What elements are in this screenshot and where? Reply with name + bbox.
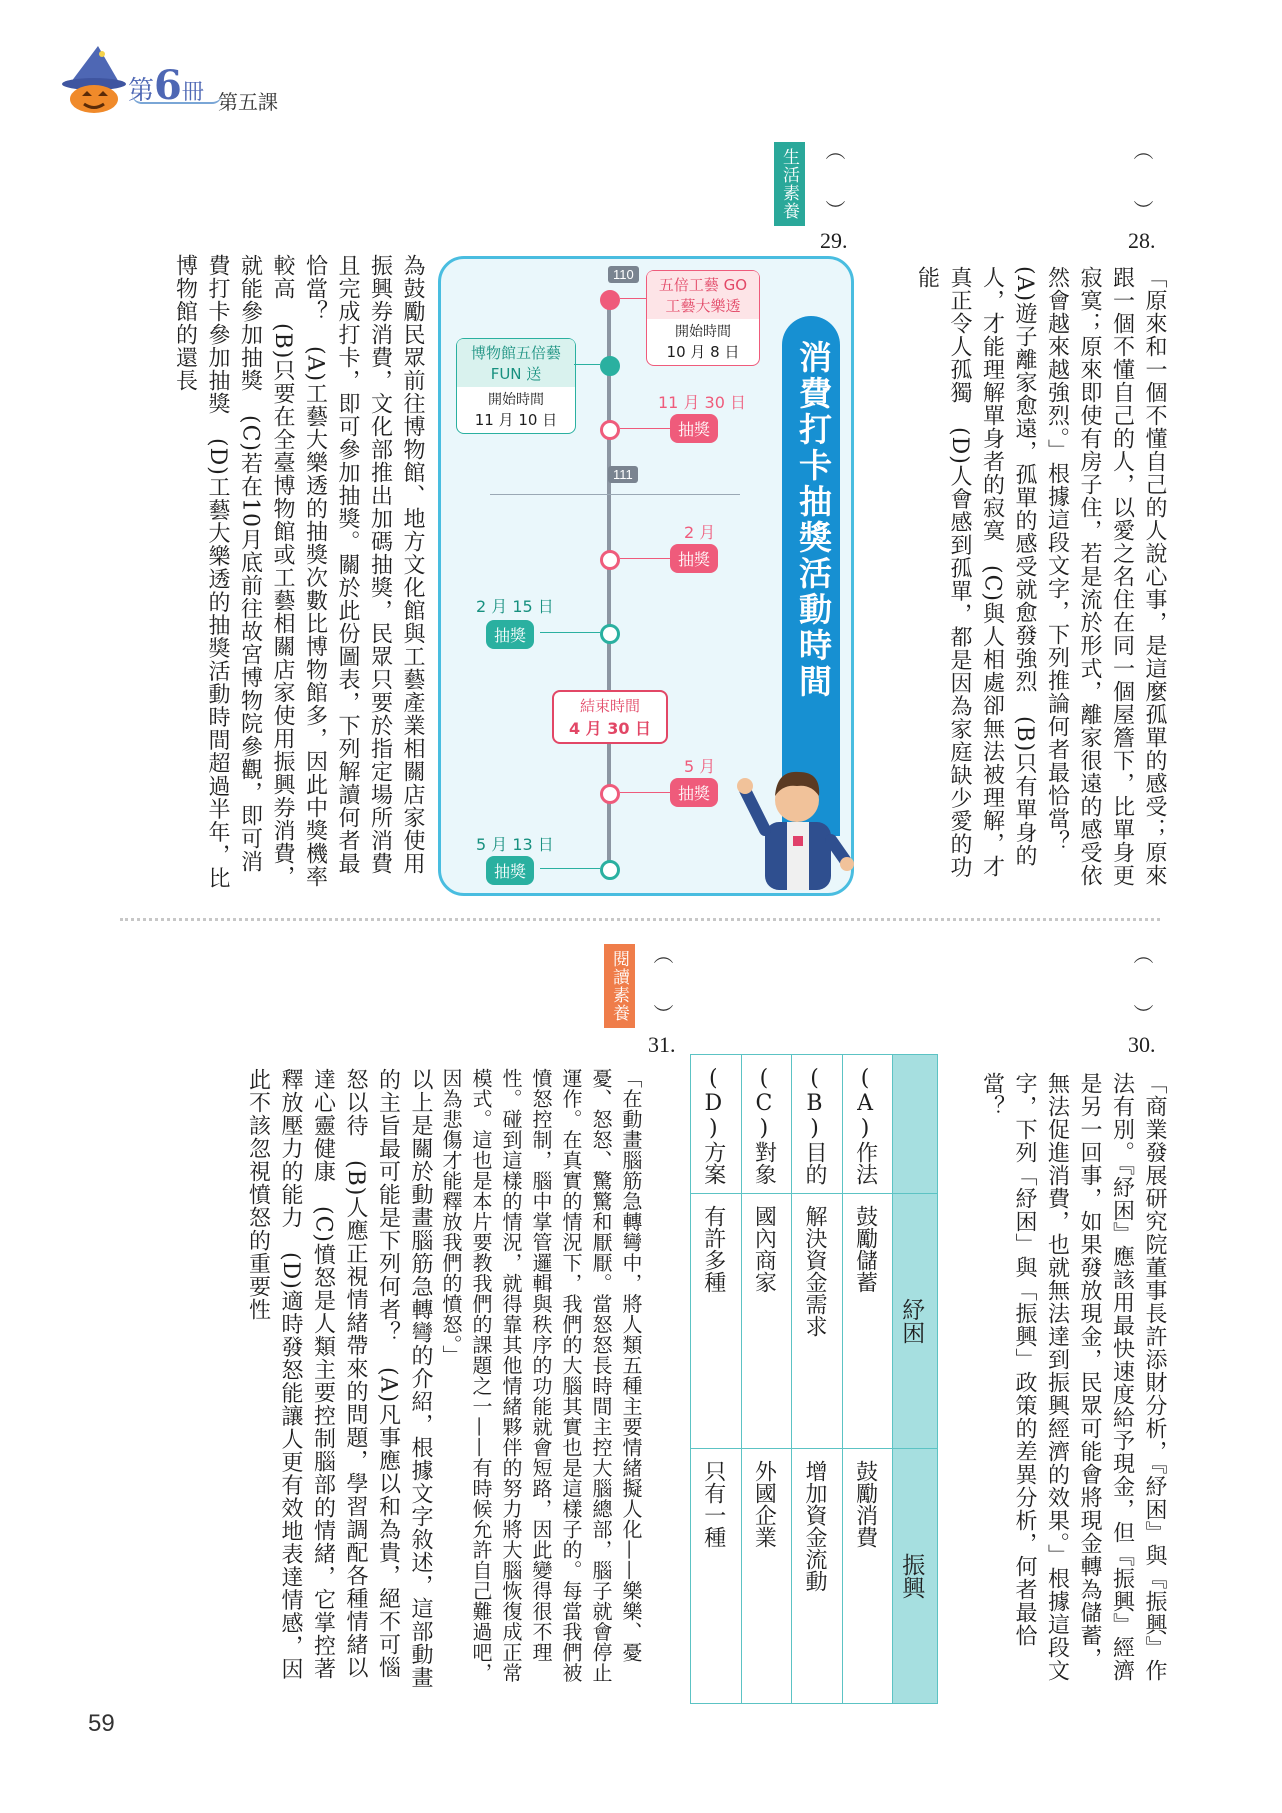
craft-draw-connector-1 (620, 428, 670, 429)
section-divider (120, 918, 1160, 921)
man-waving-illustration (735, 760, 855, 890)
end-time-date: 4 月 30 日 (568, 719, 652, 738)
q28-text: 「原來和一個不懂自己的人說心事，是這麼孤單的感受；原來跟一個不懂自己的人，以愛之名住在同一個屋簷下，比單身更寂寞；原來即使有房子住，若是流於形式，離家很遠的感受依然會越來越強烈。」根據這段文字，下列推論何者最恰當？ (A)遊子離家愈遠，孤單的感受就愈發強烈 (B)只有單身的人，才能理解單身者的寂寞 (C)與人相處卻無法被理解，才真正令人孤獨 (D)人會感到孤單，都是因為家庭缺少愛的功能 (914, 266, 1167, 887)
craft-start-label: 開始時間 (675, 324, 731, 340)
pumpkin-witch-icon (58, 44, 133, 114)
end-time-card (552, 690, 668, 744)
museum-start-node (600, 356, 620, 376)
craft-start-date: 10 月 8 日 (666, 343, 740, 361)
volume-number: 6 (154, 62, 182, 109)
museum-draw-connector-2 (540, 868, 600, 869)
q30-row-c-label: (C)對象 (751, 1066, 777, 1185)
craft-draw-badge-2: 抽獎 (670, 544, 718, 573)
volume-suffix: 冊 (181, 80, 204, 105)
q30-row-a-label: (A)作法 (852, 1066, 878, 1185)
craft-lottery-card (646, 270, 760, 366)
q30-c-b: 外國企業 (751, 1460, 777, 1548)
q30-b-b: 增加資金流動 (801, 1460, 827, 1592)
timeline-title: 消費打卡抽獎活動時間 (794, 340, 833, 700)
museum-draw-badge-1: 抽獎 (486, 620, 534, 649)
craft-draw-date-1: 11 月 30 日 (658, 393, 746, 412)
q30-col-header-stimulus: 振興 (898, 1553, 925, 1599)
q31-quote: 「在動畫腦筋急轉彎中，將人類五種主要情緒擬人化——樂樂、憂憂、怒怒、驚驚和厭厭。當怒怒長時間主控大腦總部，腦子就會停止運作。在真實的情況下，我們的大腦其實也是這樣子的。每當我們被憤怒控制，腦中掌管邏輯與秩序的功能就會短路，因此變得很不理性。碰到這樣的情況，就得靠其他情緒夥伴的努力將大腦恢復成正常模式。這也是本片要教我們的課題之一——有時候允許自己難過吧，因為悲傷才能釋放我們的憤怒。」 (439, 1068, 643, 1683)
q31-number: 31. (648, 1032, 676, 1057)
museum-draw-date-2: 5 月 13 日 (476, 835, 554, 854)
craft-draw-connector-3 (620, 792, 670, 793)
craft-draw-connector-2 (620, 558, 670, 559)
q31-tag: 閱讀素養 (604, 944, 635, 1028)
q30-row-a (842, 1055, 893, 1194)
museum-draw-connector-1 (540, 632, 600, 633)
year-divider (490, 494, 740, 495)
q29-tag: 生活素養 (774, 142, 805, 226)
craft-draw-badge-1: 抽獎 (670, 414, 718, 443)
q28-answer-paren: （ ） (1130, 140, 1154, 220)
q28-number: 28. (1128, 228, 1156, 253)
page-number: 59 (88, 1710, 115, 1737)
q30-row-c (741, 1055, 792, 1194)
museum-draw-date-1: 2 月 15 日 (476, 597, 554, 616)
museum-start-date: 11 月 10 日 (474, 411, 558, 429)
craft-lottery-name: 五倍工藝 GO 工藝大樂透 (647, 271, 759, 319)
q30-row-d-label: (D)方案 (700, 1066, 726, 1185)
q30-answer-paren: （ ） (1130, 944, 1154, 1024)
q30-a-b: 鼓勵消費 (852, 1460, 878, 1548)
craft-draw-date-2: 2 月 (684, 523, 716, 542)
q29-number: 29. (820, 228, 848, 253)
q30-comparison-table (690, 1054, 938, 1704)
craft-start-connector (620, 298, 646, 299)
craft-draw-node-1 (600, 420, 620, 440)
q30-a-a: 鼓勵儲蓄 (852, 1205, 878, 1293)
q30-header-corner (893, 1055, 938, 1194)
q30-b-a: 解決資金需求 (801, 1205, 827, 1337)
year-110-badge: 110 (608, 266, 639, 283)
q30-row-d (691, 1055, 742, 1194)
craft-draw-node-2 (600, 550, 620, 570)
volume-prefix: 第 (128, 76, 155, 106)
museum-start-connector (574, 364, 600, 365)
q31-stem: 以上是關於動畫腦筋急轉彎的介紹，根據文字敘述，這部動畫的主旨最可能是下列何者？ (A)凡事應以和為貴，絕不可惱怒以待 (B)人應正視情緒帶來的問題，學習調配各種情緒以達心靈健康 (C)憤怒是人類主要控制腦部的情緒，它掌控著釋放壓力的能力 (D)適時發怒能讓人更有效地表達情感，因此不該忽視憤怒的重要性 (245, 1068, 433, 1689)
q30-col-header-relief: 紓困 (898, 1298, 925, 1344)
museum-lottery-card (456, 338, 576, 434)
q31-answer-paren: （ ） (650, 944, 674, 1024)
lesson-title: 第五課 (218, 90, 278, 114)
q29-answer-paren: （ ） (822, 140, 846, 220)
museum-lottery-name: 博物館五倍藝 FUN 送 (457, 339, 575, 387)
craft-start-node (600, 290, 620, 310)
q31-body (140, 1068, 646, 1698)
header-logo (58, 44, 133, 114)
craft-draw-badge-3: 抽獎 (670, 778, 718, 807)
craft-draw-node-3 (600, 784, 620, 804)
q30-c-a: 國內商家 (751, 1205, 777, 1293)
museum-draw-badge-2: 抽獎 (486, 856, 534, 885)
museum-draw-node-2 (600, 860, 620, 880)
end-time-label: 結束時間 (579, 697, 640, 715)
q30-row-b (792, 1055, 843, 1194)
header-swoosh (132, 94, 222, 104)
museum-start-label: 開始時間 (488, 392, 544, 408)
q30-d-a: 有許多種 (700, 1205, 726, 1293)
craft-draw-date-3: 5 月 (684, 757, 716, 776)
q29-text: 為鼓勵民眾前往博物館、地方文化館與工藝產業相關店家使用振興券消費，文化部推出加碼抽獎，民眾只要於指定場所消費且完成打卡，即可參加抽獎。關於此份圖表，下列解讀何者最恰當？ (A)工藝大樂透的抽獎次數比博物館多，因此中獎機率較高 (B)只要在全臺博物館或工藝相關店家使用振興券消費，就能參加抽獎 (C)若在10月底前往故宮博物院參觀，即可消費打卡參加抽獎 (D)工藝大樂透的抽獎活動時間超過半年，比博物館的還長 (172, 254, 425, 890)
q30-row-b-label: (B)目的 (801, 1066, 827, 1185)
year-111-badge: 111 (608, 466, 638, 483)
q30-d-b: 只有一種 (700, 1460, 726, 1548)
museum-draw-node-1 (600, 624, 620, 644)
q30-text: 「商業發展研究院董事長許添財分析，『紓困』與『振興』作法有別。『紓困』應該用最快速度給予現金，但『振興』經濟是另一回事，如果發放現金，民眾可能會將現金轉為儲蓄，無法促進消費，也就無法達到振興經濟的效果。」根據這段文字，下列「紓困」與「振興」政策的差異分析，何者最恰當？ (979, 1072, 1167, 1682)
q30-number: 30. (1128, 1032, 1156, 1057)
